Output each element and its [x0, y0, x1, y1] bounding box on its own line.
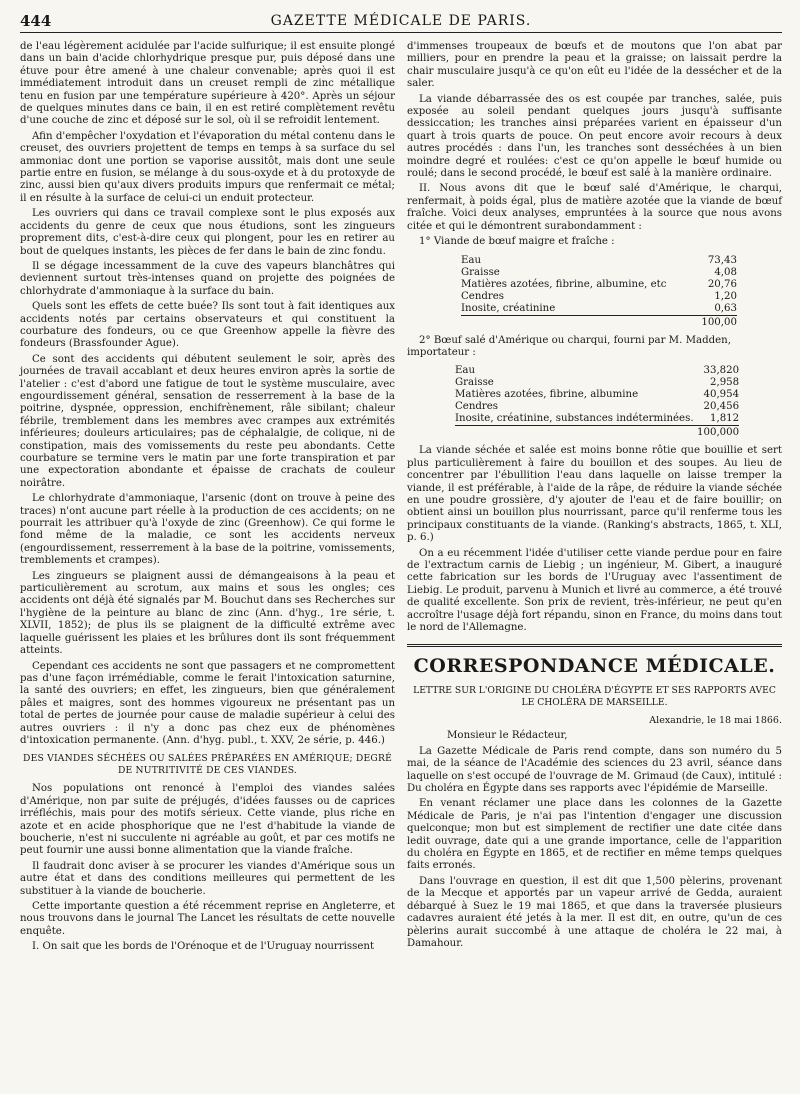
table-title: 1° Viande de bœuf maigre et fraîche :	[419, 236, 615, 248]
table-row	[461, 303, 737, 316]
row-label: Eau	[455, 365, 476, 377]
row-value: 1,20	[714, 290, 737, 302]
row-value: 73,43	[707, 254, 737, 266]
table-title: 2° Bœuf salé d'Amérique ou charqui, fourni par M. Madden, importateur :	[407, 334, 731, 358]
row-label: Graisse	[455, 377, 494, 389]
table-total-row	[455, 426, 739, 440]
row-label: Eau	[461, 254, 482, 266]
row-label: Cendres	[455, 401, 499, 413]
paragraph: de l'eau légèrement acidulée par l'acide sulfurique; il est ensuite plongé dans un bain d'acide chlorhydrique presque pur, puis déposé dans une étuve pour être amené à une chaleur convenable; après quoi il est immédiatement introduit dans un creuset rempli de zinc métallique tenu en fusion par une température supérieure à 420°. Après un séjour de quelques minutes dans ce bain, il en est retiré complètement revêtu d'une couche de zinc et déposé sur le sol, où il se refroidit lentement.	[20, 41, 395, 127]
table-row	[455, 389, 739, 401]
paragraph: Quels sont les effets de cette buée? Ils sont tout à fait identiques aux accidents notés par certains observateurs et qui constituent la courbature des fondeurs, ou ce que Greenhow appelle la fièvre des fondeurs (Brassfounder Ague).	[20, 301, 395, 350]
row-value: 33,820	[703, 365, 740, 377]
right-column	[407, 41, 782, 957]
paragraph: En venant réclamer une place dans les colonnes de la Gazette Médicale de Paris, je n'ai pas l'intention d'engager une discussion quelconque; mon but est simplement de rectifier une date citée dans ledit ouvrage, date qui a une grande importance, celle de l'apparition du choléra en Égypte en 1865, et de rectifier en même temps quelques faits erronés.	[407, 798, 782, 872]
total-spacer	[461, 315, 697, 329]
row-value: 1,812	[709, 413, 740, 425]
paragraph: I. On sait que les bords de l'Orénoque et de l'Uruguay nourrissent	[32, 941, 375, 953]
table-row	[455, 377, 739, 389]
paragraph: d'immenses troupeaux de bœufs et de moutons que l'on abat par milliers, pour en prendre la peau et la graisse; on laissait perdre la chair musculaire jusqu'à ce qu'on eût eu l'idée de la dessécher et de la saler.	[407, 41, 782, 90]
paragraph: Cette importante question a été récemment reprise en Angleterre, et nous trouvons dans le journal The Lancet les résultats de cette nouvelle enquête.	[20, 901, 395, 937]
paragraph: On a eu récemment l'idée d'utiliser cette viande perdue pour en faire de l'extractum carnis de Liebig ; un ingénieur, M. Gibert, a inauguré cette fabrication sur les bords de l'Uruguay avec l'assentiment de Liebig. Le produit, parvenu à Munich et livré au commerce, a été trouvé de qualité excellente. Son prix de revient, très-inférieur, ne peut qu'en accroître l'usage déjà fort répandu, sinon en France, du moins dans tout le nord de l'Allemagne.	[407, 547, 782, 633]
paragraph: Il faudrait donc aviser à se procurer les viandes d'Amérique sous un autre état et dans des conditions meilleures qui permettent de les substituer à la viande de boucherie.	[20, 860, 395, 897]
total-spacer	[455, 426, 697, 440]
letter-title-line: LETTRE SUR L'ORIGINE DU CHOLÉRA D'ÉGYPTE ET SES RAPPORTS AVEC	[413, 685, 776, 697]
table-row	[455, 413, 739, 426]
section-divider	[407, 644, 782, 647]
correspondence-title: CORRESPONDANCE MÉDICALE.	[413, 655, 776, 678]
page-number: 444	[20, 12, 52, 30]
row-label: Graisse	[461, 266, 500, 278]
paragraph: La Gazette Médicale de Paris rend compte, dans son numéro du 5 mai, de la séance de l'Académie des sciences du 23 avril, séance dans laquelle on s'est occupé de l'ouvrage de M. Grimaud (de Caux), intitulé : Du choléra en Égypte dans ses rapports avec l'épidémie de Marseille.	[407, 745, 782, 795]
paragraph: Nos populations ont renoncé à l'emploi des viandes salées d'Amérique, non par suite de préjugés, d'idées fausses ou de caprices irréfléchis, mais pour des motifs sérieux. Cette viande, plus riche en azote et en acide phosphorique que ne l'est d'habitude la viande de boucherie, n'est ni succulente ni agréable au goût, et par ces motifs ne peut fournir une aussi bonne alimentation que la viande fraîche.	[20, 783, 395, 857]
table-total-row	[461, 315, 737, 329]
paragraph: Afin d'empêcher l'oxydation et l'évaporation du métal contenu dans le creuset, des ouvriers projettent de temps en temps à sa surface du sel ammoniac dont une portion se vaporise aussitôt, mais dont une seule partie entre en fusion, se mélange à du sous-oxyde et à du protoxyde de zinc, aussi bien qu'aux divers produits impurs que renfermait ce métal; il en résulte à la surface de celui-ci un enduit protecteur.	[20, 130, 395, 204]
salutation: Monsieur le Rédacteur,	[447, 730, 568, 742]
paragraph: Dans l'ouvrage en question, il est dit que 1,500 pèlerins, provenant de la Mecque et apportés par un vapeur arrivé de Gedda, auraient débarqué à Suez le 19 mai 1865, et que dans la traversée plusieurs cadavres auraient été jetés à la mer. Il est dit, en outre, qu'un de ces pèlerins aurait succombé à une attaque de choléra le 22 mai, à Damahour.	[407, 875, 782, 949]
row-value: 0,63	[714, 302, 737, 314]
paragraph: Ce sont des accidents qui débutent seulement le soir, après des journées de travail accablant et deux heures environ après la sortie de l'atelier : c'est d'abord une fatigue de tout le système musculaire, avec engourdissement général, sensation de resserrement à la base de la poitrine, dyspnée, oppression, enchifrènement, râle sibilant; chaleur fébrile, tremblement dans les membres avec crampes aux extrémités inférieures; douleurs articulaires; pas de céphalalgie, de colique, ni de constipation, mais des vomissements du reste peu abondants. Cette courbature se termine vers le matin par une forte transpiration et par une expectoration abondante et épaisse de crachats de couleur noirâtre.	[20, 353, 395, 489]
letter-title-line: LE CHOLÉRA DE MARSEILLE.	[521, 697, 668, 709]
total-value: 100,000	[697, 427, 740, 439]
section-title-line: DES VIANDES SÉCHÉES OU SALÉES PRÉPARÉES EN AMÉRIQUE; DEGRÉ	[23, 753, 392, 765]
paragraph: Cependant ces accidents ne sont que passagers et ne compromettent pas d'une façon irrémédiable, comme le ferait l'intoxication saturnine, la santé des ouvriers; en effet, les zingueurs, bien que généralement pâles et maigres, sont des hommes vigoureux ne présentant pas un total de pertes de journée pour cause de maladie supérieur à celui des autres ouvriers : il n'y a donc pas chez eux de phénomènes d'intoxication permanente. (Ann. d'hyg. publ., t. XXV, 2e série, p. 446.)	[20, 660, 395, 746]
paragraph: Les zingueurs se plaignent aussi de démangeaisons à la peau et particulièrement au scrotum, aux mains et sous les ongles; ces accidents ont déjà été signalés par M. Bouchut dans ses Recherches sur l'hygiène de la peinture au blanc de zinc (Ann. d'hyg., 1re série, t. XLVII, 1852); de plus ils se plaignent de la difficulté extrême avec laquelle guérissent les plaies et les brûlures dont ils sont fréquemment atteints.	[20, 570, 395, 657]
page-header	[20, 10, 782, 33]
paragraph: Les ouvriers qui dans ce travail complexe sont le plus exposés aux accidents du genre de ceux que nous étudions, sont les zingueurs proprement dits, c'est-à-dire ceux qui plongent, pour les en retirer au bout de quelques instants, les pièces de fer dans le bain de zinc fondu.	[20, 208, 395, 257]
section-title	[20, 753, 395, 777]
journal-title: GAZETTE MÉDICALE DE PARIS.	[270, 13, 532, 29]
left-column	[20, 41, 395, 957]
paragraph: La viande débarrassée des os est coupée par tranches, salée, puis exposée au soleil pendant quelques jours jusqu'à suffisante dessiccation; les tranches ainsi préparées varient en épaisseur d'un quart à trois quarts de pouce. On peut encore avoir recours à deux autres procédés : dans l'un, les tranches sont desséchées à un bien moindre degré et roulées: c'est ce qu'on appelle le bœuf humide ou roulé; dans le second procédé, le bœuf est salé à la manière ordinaire.	[407, 93, 782, 180]
composition-table-charqui	[455, 365, 739, 439]
letter-title	[407, 685, 782, 709]
columns	[20, 41, 782, 957]
letter-dateline: Alexandrie, le 18 mai 1866.	[649, 715, 782, 727]
row-label: Matières azotées, fibrine, albumine, etc	[461, 278, 667, 290]
row-value: 2,958	[709, 377, 740, 389]
table-row	[455, 365, 739, 377]
row-value: 20,456	[703, 401, 740, 413]
total-value: 100,00	[697, 315, 737, 329]
table-row	[461, 279, 737, 291]
paragraph: Le chlorhydrate d'ammoniaque, l'arsenic (dont on trouve à peine des traces) n'ont aucune part réelle à la production de ces accidents; on ne pourrait les attribuer qu'à l'oxyde de zinc (Greenhow). Ce qui forme le fond même de la maladie, ce sont les accidents nerveux (engourdissement, resserrement à la base de la poitrine, vomissements, tremblements et crampes).	[20, 493, 395, 567]
paragraph: La viande séchée et salée est moins bonne rôtie que bouillie et sert plus particulièrement à faire du bouillon et des soupes. Au lieu de concentrer par l'ébullition l'eau dans laquelle on laisse tremper la viande, il est préférable, à l'aide de la râpe, de réduire la viande séchée en une poudre grossière, d'y ajouter de l'eau et de faire bouillir; on obtient ainsi un bouillon plus nourrissant, parce qu'il renferme tous les principaux constituants de la viande. (Ranking's abstracts, 1865, t. XLI, p. 6.)	[407, 445, 782, 544]
table-row	[461, 267, 737, 279]
section-title-line: DE NUTRITIVITÉ DE CES VIANDES.	[117, 765, 298, 777]
paragraph: Il se dégage incessamment de la cuve des vapeurs blanchâtres qui deviennent surtout très-intenses quand on projette des poignées de chlorhydrate d'ammoniaque à la surface du bain.	[20, 260, 395, 297]
paragraph: II. Nous avons dit que le bœuf salé d'Amérique, le charqui, renfermait, à poids égal, plus de matière azotée que la viande de bœuf fraîche. Voici deux analyses, empruntées à la source que nous avons citée et qui le démontrent surabondamment :	[407, 183, 782, 232]
composition-table-fresh	[461, 255, 737, 329]
row-value: 40,954	[703, 389, 740, 401]
row-value: 20,76	[707, 278, 737, 290]
row-value: 4,08	[714, 266, 737, 278]
table-row	[455, 401, 739, 413]
row-label: Inosite, créatinine, substances indéterminées.	[455, 413, 694, 425]
table-row	[461, 291, 737, 303]
row-label: Cendres	[461, 290, 505, 302]
row-label: Inosite, créatinine	[461, 302, 556, 314]
table-row	[461, 255, 737, 267]
row-label: Matières azotées, fibrine, albumine	[455, 389, 639, 401]
